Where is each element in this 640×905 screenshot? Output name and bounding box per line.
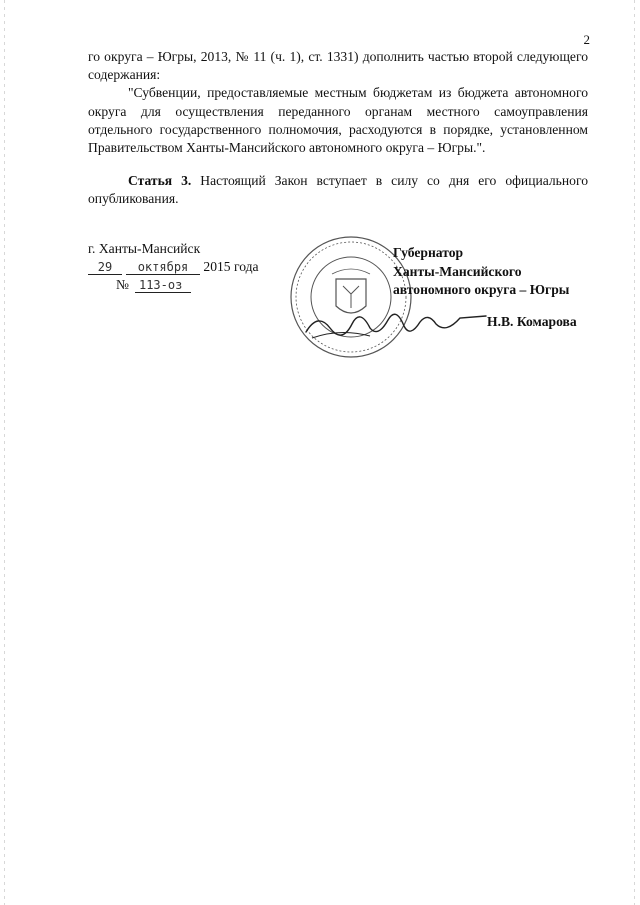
signer-name: Н.В. Комарова xyxy=(487,314,577,329)
article-3 xyxy=(88,172,588,208)
law-number-prefix: № xyxy=(116,277,129,292)
paragraph-quoted-amendment: "Субвенции, предоставляемые местным бюджетам из бюджета автономного округа для осуществления переданного органам местного самоуправления отдельного государственного полномочия, расходуются в порядке, установленном Правительством Ханты-Мансийского автономного округа – Югры.". xyxy=(88,85,588,156)
title-line-2: Ханты-Мансийского xyxy=(393,263,522,279)
city: г. Ханты-Мансийск xyxy=(88,241,201,256)
paragraph-continuation: го округа – Югры, 2013, № 11 (ч. 1), ст. 1331) дополнить частью второй следующего содержания: xyxy=(88,49,588,83)
signatory-title xyxy=(393,244,569,300)
date-day: 29 xyxy=(88,260,122,275)
law-number: 113-оз xyxy=(135,278,191,293)
title-line-1: Губернатор xyxy=(393,245,464,260)
title-line-3: автономного округа – Югры xyxy=(393,282,570,297)
scan-edge-left xyxy=(4,0,5,905)
article-3-label: Статья 3. xyxy=(128,173,192,188)
law-number-line xyxy=(88,276,259,294)
law-text xyxy=(88,48,588,157)
handwritten-signature-icon xyxy=(300,298,490,344)
page-number: 2 xyxy=(583,32,590,47)
place-date-block xyxy=(88,240,259,294)
date-month: октября xyxy=(126,260,200,275)
scan-edge-right xyxy=(634,0,635,905)
date-line xyxy=(88,258,259,276)
article-3-paragraph xyxy=(88,172,588,208)
date-year: 2015 года xyxy=(203,259,259,274)
article-3-text: Настоящий Закон вступает в силу со дня его официального опубликования. xyxy=(88,173,588,207)
